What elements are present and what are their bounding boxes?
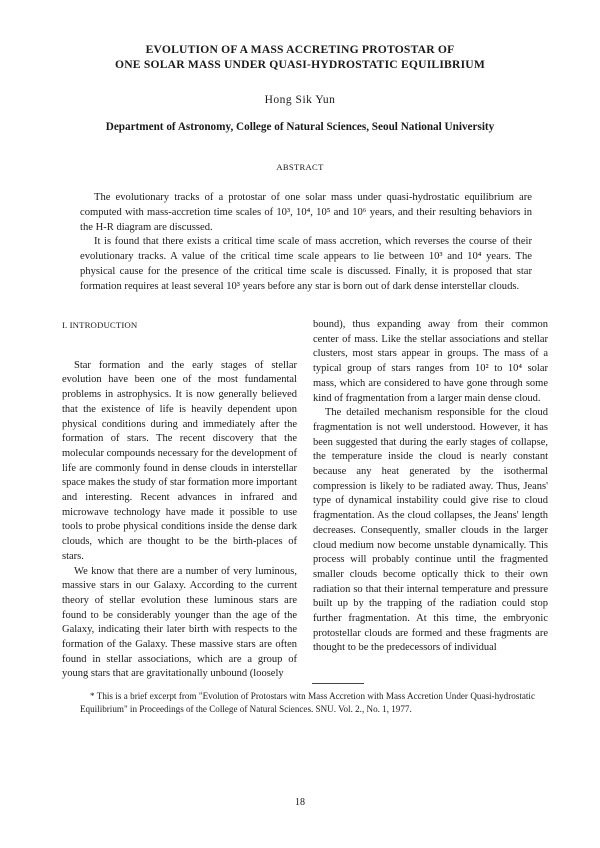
right-column [313,318,548,656]
abstract-body [80,191,532,295]
author-name: Hong Sik Yun [264,94,336,106]
intro-paragraph-2: We know that there are a number of very luminous, massive stars in our Galaxy. According to the current theory of stellar evolution these luminous stars are found to be considerably younger than the age of the Galaxy, indicating their later birth with respects to the formation of the Galaxy. These massive stars are often found in stellar associations, which are a group of young stars that are gravitationally unbound (loosely [62,565,297,680]
abstract-paragraph-2: It is found that there exists a critical time scale of mass accretion, which reverses the course of their evolutionary tracks. A value of the critical time scale appears to lie between 10³ and 10⁴ years. The physical cause for the presence of the critical time scale is discussed. Finally, it is proposed that star formation requires at least several 10³ years before any star is born out of dark dense interstellar clouds. [80,236,532,292]
intro-paragraph-2-continued: bound), thus expanding away from their common center of mass. Like the stellar associations and stellar clusters, most stars appear in groups. The mass of a typical group of stars ranges from 10² to 10⁴ solar mass, which are considered to have gone through some kind of fragmentation from a larger main dense cloud. [313,319,548,404]
intro-paragraph-1: Star formation and the early stages of stellar evolution have been one of the most fundamental problems in astrophysics. It is now generally believed that the existence of life is heavily dependent upon physical conditions during and immediately after the formation of stars. The recent discovery that the molecular compounds necessary for the development of life are commonly found in dense clouds in interstellar space makes the study of star formation more important and interesting. Recent advances in infrared and microwave technology have made it possible to use tools to probe physical conditions inside the dense dark clouds, which are thought to be the birth-places of stars. [62,359,298,562]
footnote-text: * This is a brief excerpt from "Evolution of Protostars witn Mass Accretion with Mass Accretion Under Quasi-hydrostatic Equilibrium" in Proceedings of the College of Natural Sciences. SNU. Vol. 2., No. 1, 1977. [80,691,535,714]
section-heading: I. INTRODUCTION [62,320,138,330]
footnote-rule [312,683,364,684]
footnote [80,690,535,716]
left-column [62,318,297,682]
abstract-paragraph-1: The evolutionary tracks of a protostar of one solar mass under quasi-hydrostatic equilibrium are computed with mass-accretion time scales of 10³, 10⁴, 10⁵ and 10⁶ years, and their resulting behaviors in the H-R diagram are discussed. [80,192,532,233]
paper-title [0,42,600,72]
title-line-2: ONE SOLAR MASS UNDER QUASI-HYDROSTATIC EQUILIBRIUM [115,58,485,71]
intro-paragraph-3: The detailed mechanism responsible for the cloud fragmentation is not well understood. However, it has been suggested that during the early stages of collapse, the temperature inside the cloud is nearly constant because any heat generated by the isothermal compression is likely to be radiated away. Thus, Jeans' type of dynamical instability could give rise to cloud fragmentation. As the cloud collapses, the Jeans' length decreases. Consequently, smaller clouds in the larger cloud medium now become unstable dynamically. This process will probably continue until the fragmented smaller clouds become optically thick to their own radiation so that their internal temperature and pressure built up by the trapping of the radiation could stop further fragmentation. At this time, the embryonic protostellar clouds are formed and these fragments are thought to be the predecessors of individual [313,407,548,654]
title-line-1: EVOLUTION OF A MASS ACCRETING PROTOSTAR OF [145,43,455,56]
author-affiliation: Department of Astronomy, College of Natural Sciences, Seoul National University [105,121,495,133]
page-number: 18 [295,797,305,808]
abstract-heading: ABSTRACT [276,162,324,172]
